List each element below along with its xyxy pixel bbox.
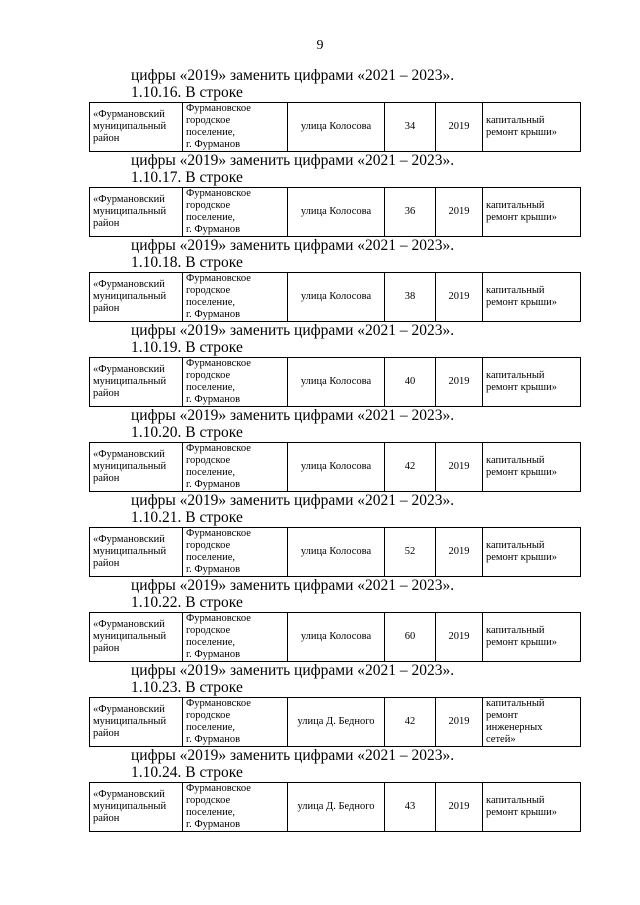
table-row — [89, 272, 581, 322]
amendment-entry — [0, 322, 640, 407]
work-type-cell: капитальный ремонт крыши» — [483, 443, 581, 492]
year-cell: 2019 — [436, 613, 483, 662]
replacement-text: цифры «2019» заменить цифрами «2021 – 2023». — [131, 662, 455, 679]
work-type-cell: капитальный ремонт крыши» — [483, 528, 581, 577]
house-number-cell: 52 — [385, 528, 436, 577]
year-cell: 2019 — [436, 528, 483, 577]
district-cell: «Фурмановский муниципальный район — [90, 358, 183, 407]
table-row — [89, 357, 581, 407]
settlement-cell: Фурмановское городское поселение, г. Фурманов — [183, 358, 288, 407]
district-cell: «Фурмановский муниципальный район — [90, 103, 183, 152]
work-type-cell: капитальный ремонт крыши» — [483, 103, 581, 152]
settlement-cell: Фурмановское городское поселение, г. Фурманов — [183, 273, 288, 322]
clause-heading: 1.10.18. В строке — [131, 254, 243, 271]
page-number: 9 — [316, 38, 324, 53]
work-type-cell: капитальный ремонт крыши» — [483, 188, 581, 237]
clause-heading: 1.10.21. В строке — [131, 509, 243, 526]
work-type-cell: капитальный ремонт крыши» — [483, 358, 581, 407]
year-cell: 2019 — [436, 358, 483, 407]
settlement-cell: Фурмановское городское поселение, г. Фурманов — [183, 443, 288, 492]
table-row — [89, 697, 581, 747]
table-row — [89, 612, 581, 662]
year-cell: 2019 — [436, 443, 483, 492]
clause-heading: 1.10.17. В строке — [131, 169, 243, 186]
amendment-entry — [0, 577, 640, 662]
replacement-text: цифры «2019» заменить цифрами «2021 – 2023». — [131, 237, 455, 254]
table-row — [89, 442, 581, 492]
house-number-cell: 42 — [385, 698, 436, 747]
house-number-cell: 34 — [385, 103, 436, 152]
district-cell: «Фурмановский муниципальный район — [90, 528, 183, 577]
clause-heading: 1.10.16. В строке — [131, 84, 243, 101]
street-cell: улица Колосова — [288, 273, 385, 322]
house-number-cell: 38 — [385, 273, 436, 322]
work-type-cell: капитальный ремонт крыши» — [483, 613, 581, 662]
amendment-entry — [0, 492, 640, 577]
house-number-cell: 36 — [385, 188, 436, 237]
clause-heading: 1.10.23. В строке — [131, 679, 243, 696]
table-row — [89, 102, 581, 152]
clause-heading: 1.10.24. В строке — [131, 764, 243, 781]
settlement-cell: Фурмановское городское поселение, г. Фурманов — [183, 613, 288, 662]
replacement-text: цифры «2019» заменить цифрами «2021 – 2023». — [131, 322, 455, 339]
year-cell: 2019 — [436, 698, 483, 747]
street-cell: улица Колосова — [288, 103, 385, 152]
street-cell: улица Колосова — [288, 528, 385, 577]
district-cell: «Фурмановский муниципальный район — [90, 443, 183, 492]
work-type-cell: капитальный ремонт крыши» — [483, 273, 581, 322]
work-type-cell: капитальный ремонт крыши» — [483, 783, 581, 832]
amendment-entry — [0, 407, 640, 492]
table-row — [89, 527, 581, 577]
house-number-cell: 40 — [385, 358, 436, 407]
amendment-entry — [0, 152, 640, 237]
settlement-cell: Фурмановское городское поселение, г. Фурманов — [183, 188, 288, 237]
replacement-text: цифры «2019» заменить цифрами «2021 – 2023». — [131, 407, 455, 424]
house-number-cell: 43 — [385, 783, 436, 832]
amendment-entry — [0, 662, 640, 747]
street-cell: улица Колосова — [288, 188, 385, 237]
clause-heading: 1.10.22. В строке — [131, 594, 243, 611]
work-type-cell: капитальный ремонт инженерных сетей» — [483, 698, 581, 747]
district-cell: «Фурмановский муниципальный район — [90, 698, 183, 747]
replacement-text: цифры «2019» заменить цифрами «2021 – 2023». — [131, 577, 455, 594]
table-row — [89, 782, 581, 832]
settlement-cell: Фурмановское городское поселение, г. Фурманов — [183, 783, 288, 832]
replacement-text: цифры «2019» заменить цифрами «2021 – 2023». — [131, 152, 455, 169]
year-cell: 2019 — [436, 103, 483, 152]
district-cell: «Фурмановский муниципальный район — [90, 783, 183, 832]
street-cell: улица Колосова — [288, 358, 385, 407]
year-cell: 2019 — [436, 273, 483, 322]
street-cell: улица Д. Бедного — [288, 783, 385, 832]
settlement-cell: Фурмановское городское поселение, г. Фурманов — [183, 698, 288, 747]
replacement-text: цифры «2019» заменить цифрами «2021 – 2023». — [131, 67, 455, 84]
year-cell: 2019 — [436, 783, 483, 832]
clause-heading: 1.10.20. В строке — [131, 424, 243, 441]
amendment-entry — [0, 237, 640, 322]
table-row — [89, 187, 581, 237]
district-cell: «Фурмановский муниципальный район — [90, 188, 183, 237]
house-number-cell: 60 — [385, 613, 436, 662]
settlement-cell: Фурмановское городское поселение, г. Фурманов — [183, 103, 288, 152]
street-cell: улица Колосова — [288, 443, 385, 492]
replacement-text: цифры «2019» заменить цифрами «2021 – 2023». — [131, 747, 455, 764]
district-cell: «Фурмановский муниципальный район — [90, 613, 183, 662]
year-cell: 2019 — [436, 188, 483, 237]
clause-heading: 1.10.19. В строке — [131, 339, 243, 356]
amendment-list — [0, 67, 640, 832]
amendment-entry — [0, 67, 640, 152]
settlement-cell: Фурмановское городское поселение, г. Фурманов — [183, 528, 288, 577]
house-number-cell: 42 — [385, 443, 436, 492]
amendment-entry — [0, 747, 640, 832]
replacement-text: цифры «2019» заменить цифрами «2021 – 2023». — [131, 492, 455, 509]
street-cell: улица Д. Бедного — [288, 698, 385, 747]
district-cell: «Фурмановский муниципальный район — [90, 273, 183, 322]
street-cell: улица Колосова — [288, 613, 385, 662]
